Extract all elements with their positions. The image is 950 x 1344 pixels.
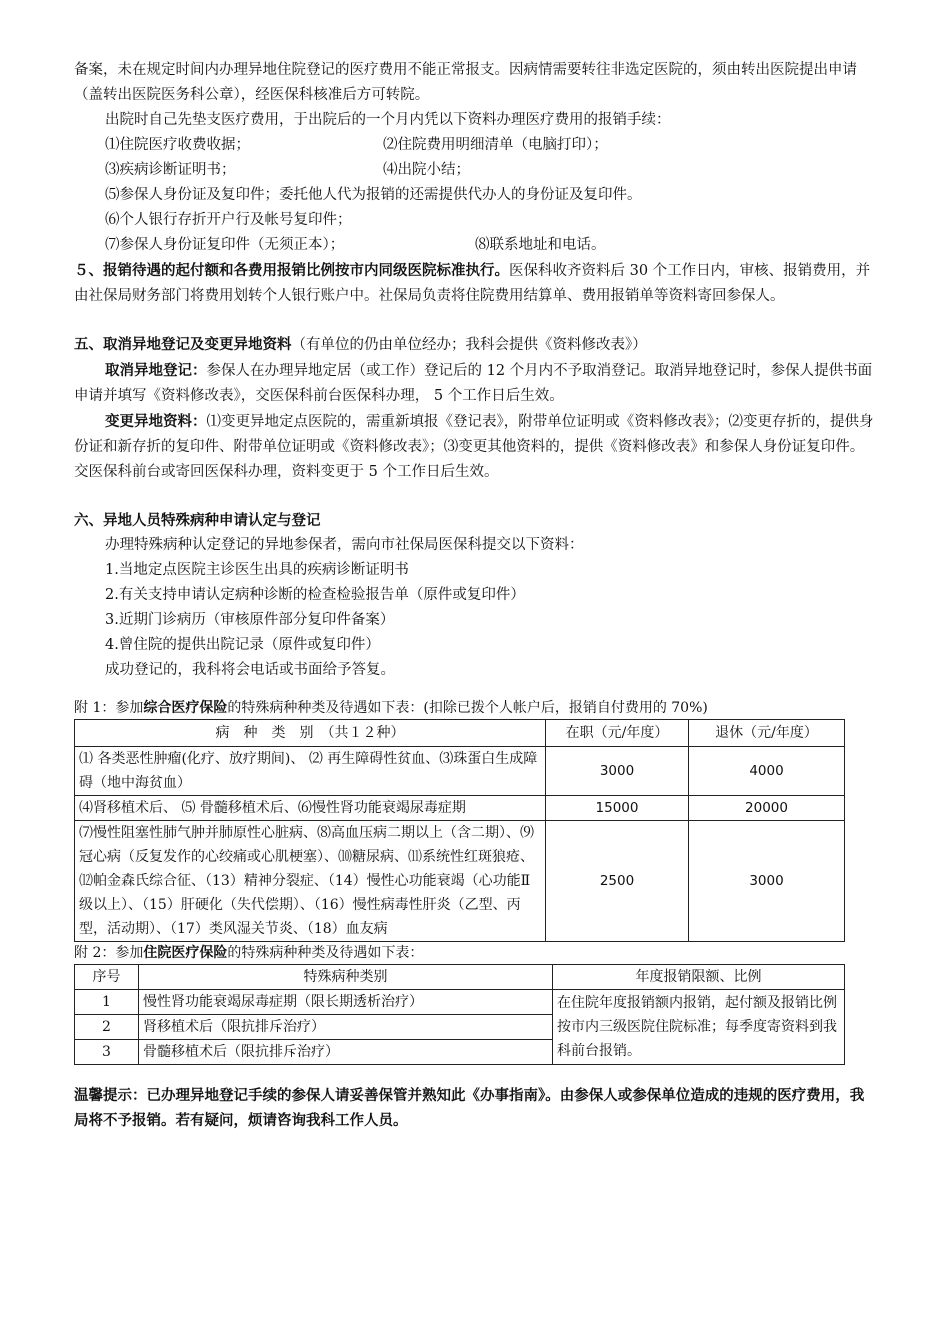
section-6-intro: 办理特殊病种认定登记的异地参保者，需向市社保局医保科提交以下资料： <box>105 537 584 553</box>
section-6-title: 六、异地人员特殊病种申请认定与登记 <box>74 512 321 529</box>
disease-name-cell: 肾移植术后（限抗排斥治疗） <box>139 1015 553 1040</box>
row-number-cell: 3 <box>75 1040 139 1065</box>
table-header-row <box>75 965 845 990</box>
disease-desc-cell: ⑺慢性阻塞性肺气肿并肺原性心脏病、⑻高血压病二期以上（含二期）、⑼冠心病（反复发作的心绞痛或心肌梗塞）、⑽糖尿病、⑾系统性红斑狼疮、⑿帕金森氏综合征、（13）精神分裂症、（14）慢性心功能衰竭（心功能Ⅱ级以上）、（15）肝硬化（失代偿期）、（16）慢性病毒性肝炎（乙型、丙型，活动期）、（17）类风湿关节炎、（18）血友病 <box>75 821 546 942</box>
limit-cell: 在住院年度报销额内报销，起付额及报销比例按市内三级医院住院标准；每季度寄资料到我科前台报销。 <box>553 990 845 1065</box>
column-header: 病 种 类 别 （共１２种） <box>75 720 546 747</box>
cancel-registration-label: 取消异地登记： <box>105 362 207 379</box>
annex-1-caption <box>74 697 874 719</box>
disease-desc-cell: ⑴ 各类恶性肿瘤(化疗、放疗期间)、 ⑵ 再生障碍性贫血、⑶珠蛋白生成障碍（地中海贫血） <box>75 747 546 796</box>
table-header-row <box>75 720 845 747</box>
warm-tip: 温馨提示：已办理异地登记手续的参保人请妥善保管并熟知此《办事指南》。由参保人或参保单位造成的违规的医疗费用，我局将不予报销。若有疑问，烦请咨询我科工作人员。 <box>74 1087 865 1129</box>
column-header: 退休（元/年度） <box>689 720 845 747</box>
section-5-note: （有单位的仍由单位经办；我科会提供《资料修改表》） <box>291 337 647 353</box>
disease-desc-cell: ⑷肾移植术后、 ⑸ 骨髓移植术后、⑹慢性肾功能衰竭尿毒症期 <box>75 796 546 821</box>
change-info-text: ⑴变更异地定点医院的，需重新填报《登记表》，附带单位证明或《资料修改表》；⑵变更存折的，提供身份证和新存折的复印件、附带单位证明或《资料修改表》；⑶变更其他资料的，提供《资料修改表》和参保人身份证复印件。交医保科前台或寄回医保科办理，资料变更于 5 个工作日后生效。 <box>74 414 874 480</box>
document-page <box>74 58 874 1133</box>
list-row <box>74 133 874 158</box>
row-number-cell: 1 <box>75 990 139 1015</box>
disease-name-cell: 慢性肾功能衰竭尿毒症期（限长期透析治疗） <box>139 990 553 1015</box>
cancel-registration-text: 参保人在办理异地定居（或工作）登记后的 12 个月内不予取消登记。取消异地登记时，参保人提供书面申请并填写《资料修改表》，交医保科前台医保科办理， 5 个工作日后生效。 <box>74 363 873 404</box>
reimburse-intro: 出院时自己先垫支医疗费用，于出院后的一个月内凭以下资料办理医疗费用的报销手续： <box>105 112 671 128</box>
annex-2-table <box>74 964 845 1065</box>
change-info-paragraph <box>74 409 874 485</box>
annex-1-caption-bold: 综合医疗保险 <box>143 700 228 716</box>
annex-1-caption-pre: 附 1：参加 <box>74 700 144 716</box>
column-header: 特殊病种类别 <box>139 965 553 990</box>
table-row <box>75 990 845 1015</box>
section-6-item: 4.曾住院的提供出院记录（原件或复印件） <box>105 637 380 653</box>
list-item: ⑻联系地址和电话。 <box>475 237 606 253</box>
list-item: ⑶疾病诊断证明书； <box>105 162 236 178</box>
disease-name-cell: 骨髓移植术后（限抗排斥治疗） <box>139 1040 553 1065</box>
annex-2-caption <box>74 942 874 964</box>
annex-2-caption-bold: 住院医疗保险 <box>143 945 228 961</box>
cancel-registration-paragraph <box>74 358 874 409</box>
section-5-heading <box>74 332 874 358</box>
annex-2-caption-pre: 附 2：参加 <box>74 945 144 961</box>
change-info-label: 变更异地资料： <box>105 413 207 430</box>
section-6-item: 3.近期门诊病历（审核原件部分复印件备案） <box>105 612 395 628</box>
point-5-heading: ５、报销待遇的起付额和各费用报销比例按市内同级医院标准执行。 <box>74 262 509 279</box>
intro-paragraph: 备案，未在规定时间内办理异地住院登记的医疗费用不能正常报支。因病情需要转往非选定医院的，须由转出医院提出申请（盖转出医院医务科公章），经医保科核准后方可转院。 <box>74 62 857 103</box>
list-row <box>74 158 874 183</box>
list-row <box>74 233 874 258</box>
annex-1-caption-post: 的特殊病种种类及待遇如下表：(扣除已拨个人帐户后，报销自付费用的 70%) <box>227 700 708 716</box>
point-5-paragraph <box>74 258 874 309</box>
list-item: ⑺参保人身份证复印件（无须正本）； <box>105 237 345 253</box>
section-5-title: 五、取消异地登记及变更异地资料 <box>74 336 292 353</box>
retired-amount-cell: 20000 <box>689 796 845 821</box>
list-item: ⑸参保人身份证及复印件；委托他人代为报销的还需提供代办人的身份证及复印件。 <box>105 187 642 203</box>
table-row <box>75 796 845 821</box>
list-item: ⑹个人银行存折开户行及帐号复印件； <box>105 212 352 228</box>
section-6-item: 2.有关支持申请认定病种诊断的检查检验报告单（原件或复印件） <box>105 587 525 603</box>
section-6-item: 1.当地定点医院主诊医生出具的疾病诊断证明书 <box>105 562 409 578</box>
retired-amount-cell: 3000 <box>689 821 845 942</box>
list-item: ⑷出院小结； <box>383 162 470 178</box>
table-row <box>75 821 845 942</box>
list-item: ⑵住院费用明细清单（电脑打印）； <box>383 137 608 153</box>
column-header: 年度报销限额、比例 <box>553 965 845 990</box>
point-5-text: 医保科收齐资料后 30 个工作日内，审核、报销费用，并由社保局财务部门将费用划转个人银行账户中。社保局负责将住院费用结算单、费用报销单等资料寄回参保人。 <box>74 263 871 304</box>
retired-amount-cell: 4000 <box>689 747 845 796</box>
onjob-amount-cell: 2500 <box>546 821 689 942</box>
list-item: ⑴住院医疗收费收据； <box>105 137 250 153</box>
column-header: 序号 <box>75 965 139 990</box>
annex-1-table <box>74 719 845 942</box>
row-number-cell: 2 <box>75 1015 139 1040</box>
table-row <box>75 747 845 796</box>
onjob-amount-cell: 15000 <box>546 796 689 821</box>
onjob-amount-cell: 3000 <box>546 747 689 796</box>
section-6-outro: 成功登记的，我科将会电话或书面给予答复。 <box>105 662 395 678</box>
column-header: 在职（元/年度） <box>546 720 689 747</box>
annex-2-caption-post: 的特殊病种种类及待遇如下表： <box>227 945 424 961</box>
